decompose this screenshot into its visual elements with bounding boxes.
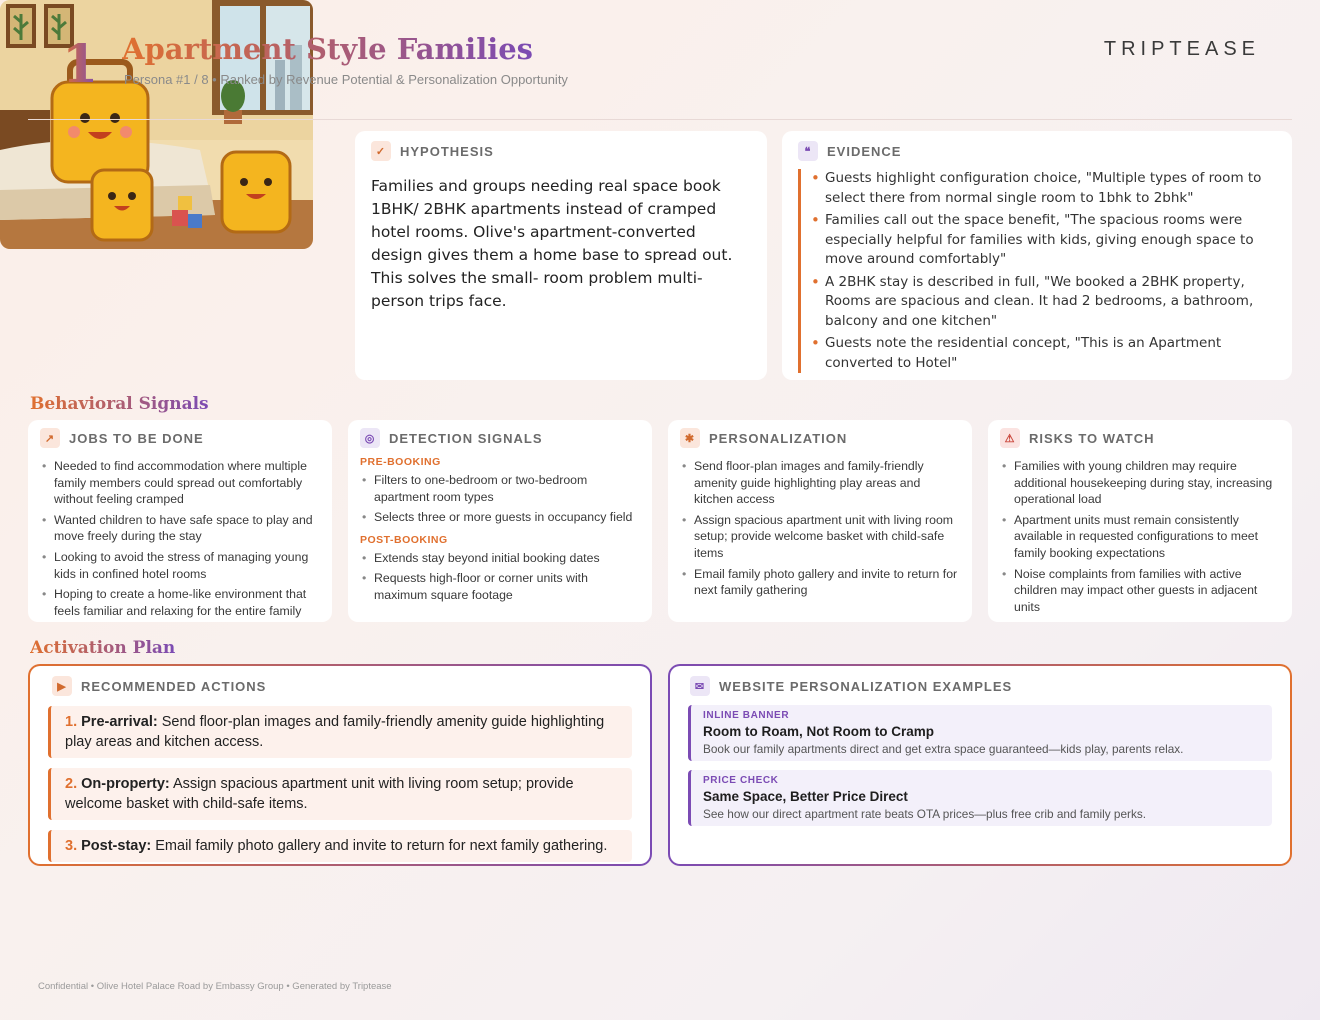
list-item: • Extends stay beyond initial booking dates — [360, 550, 640, 567]
example-banner — [688, 705, 1272, 761]
website-heading: WEBSITE PERSONALIZATION EXAMPLES — [719, 678, 1013, 694]
mail-icon: ✉ — [690, 676, 710, 696]
pre-booking-label: PRE-BOOKING — [360, 456, 441, 468]
brand-logo: TRIPTEASE — [1103, 38, 1260, 60]
list-item: • Wanted children to have safe space to play and move freely during the stay — [40, 512, 320, 545]
page-title: Apartment Style Families — [122, 32, 534, 66]
play-icon: ▶ — [52, 676, 72, 696]
personalization-card — [668, 420, 972, 622]
detection-card — [348, 420, 652, 622]
hypothesis-text: Families and groups needing real space book 1BHK/ 2BHK apartments instead of cramped hotel rooms. Olive's apartment-converted design gives them a home base to spread out. This solves the small- room problem multi-person trips face. — [371, 177, 733, 310]
arrow-up-right-icon: ↗ — [40, 428, 60, 448]
action-label: Pre-arrival: — [81, 714, 158, 730]
list-item: • Needed to find accommodation where multiple family members could spread out comfortably without feeling cramped — [40, 458, 320, 508]
persona-number: 1 — [62, 34, 99, 95]
page-header — [28, 28, 1292, 120]
actions-heading: RECOMMENDED ACTIONS — [81, 678, 267, 694]
action-number: 2. — [65, 776, 78, 792]
evidence-heading: EVIDENCE — [827, 143, 902, 159]
list-item: • Assign spacious apartment unit with living room setup; provide welcome basket with child-safe items — [680, 512, 960, 562]
evidence-item: • A 2BHK stay is described in full, "We booked a 2BHK property, Rooms are spacious and clean. It had 2 bedrooms, a bathroom, balcony and one kitchen" — [815, 273, 1276, 332]
action-item — [48, 830, 632, 862]
list-item: • Selects three or more guests in occupancy field — [360, 509, 640, 526]
evidence-list — [798, 169, 1276, 373]
action-text: Email family photo gallery and invite to return for next family gathering. — [151, 838, 608, 854]
behavioral-section-title: Behavioral Signals — [30, 394, 209, 414]
action-number: 1. — [65, 714, 78, 730]
example-body: Book our family apartments direct and get extra space guaranteed—kids play, parents relax. — [703, 742, 1184, 756]
risks-card — [988, 420, 1292, 622]
list-item: • Noise complaints from families with active children may impact other guests in adjacent units — [1000, 566, 1280, 616]
action-text: Assign spacious apartment unit with living room setup; provide welcome basket with child-safe items. — [65, 776, 574, 812]
hypothesis-card — [355, 131, 767, 380]
action-label: Post-stay: — [81, 838, 152, 854]
action-text: Send floor-plan images and family-friendly amenity guide highlighting play areas and kitchen access. — [65, 714, 605, 750]
example-title: Same Space, Better Price Direct — [703, 789, 908, 804]
example-tag: PRICE CHECK — [703, 775, 779, 786]
list-item: • Send floor-plan images and family-friendly amenity guide highlighting play areas and kitchen access — [680, 458, 960, 508]
action-number: 3. — [65, 838, 78, 854]
example-banner — [688, 770, 1272, 826]
action-item — [48, 706, 632, 758]
check-icon: ✓ — [371, 141, 391, 161]
activation-section-title: Activation Plan — [30, 638, 176, 658]
quote-icon: ❝ — [798, 141, 818, 161]
warning-icon: ⚠ — [1000, 428, 1020, 448]
evidence-item: • Guests note the residential concept, "This is an Apartment converted to Hotel" — [815, 334, 1276, 373]
target-icon: ◎ — [360, 428, 380, 448]
list-item: • Looking to avoid the stress of managing young kids in confined hotel rooms — [40, 549, 320, 582]
jobs-card — [28, 420, 332, 622]
page-footer: Confidential • Olive Hotel Palace Road by Embassy Group • Generated by Triptease — [38, 981, 392, 992]
post-booking-label: POST-BOOKING — [360, 533, 448, 546]
page-subtitle: Persona #1 / 8 • Ranked by Revenue Potential & Personalization Opportunity — [124, 72, 568, 87]
asterisk-icon: ✱ — [680, 428, 700, 448]
action-item — [48, 768, 632, 820]
list-item: • Hoping to create a home-like environment that feels familiar and relaxing for the entire family — [40, 586, 320, 619]
list-item: • Requests high-floor or corner units with maximum square footage — [360, 570, 640, 603]
list-item: • Filters to one-bedroom or two-bedroom apartment room types — [360, 472, 640, 505]
list-item: • Families with young children may require additional housekeeping during stay, increasing operational load — [1000, 458, 1280, 508]
detection-heading: DETECTION SIGNALS — [389, 430, 543, 446]
evidence-card — [782, 131, 1292, 380]
website-examples-card — [668, 664, 1292, 866]
recommended-actions-card — [28, 664, 652, 866]
jobs-heading: JOBS TO BE DONE — [69, 430, 204, 446]
action-label: On-property: — [81, 776, 170, 792]
list-item: • Email family photo gallery and invite to return for next family gathering — [680, 566, 960, 599]
evidence-item: • Families call out the space benefit, "The spacious rooms were especially helpful for families with kids, giving enough space to move around comfortably" — [815, 211, 1276, 270]
example-tag: INLINE BANNER — [703, 710, 790, 721]
hypothesis-heading: HYPOTHESIS — [400, 143, 494, 159]
evidence-item: • Guests highlight configuration choice, "Multiple types of room to select there from normal single room to 1bhk to 2bhk" — [815, 169, 1276, 208]
personalization-heading: PERSONALIZATION — [709, 430, 848, 446]
example-title: Room to Roam, Not Room to Cramp — [703, 724, 934, 739]
risks-heading: RISKS TO WATCH — [1029, 430, 1155, 446]
list-item: • Apartment units must remain consistently available in requested configurations to meet family booking expectations — [1000, 512, 1280, 562]
example-body: See how our direct apartment rate beats OTA prices—plus free crib and family perks. — [703, 807, 1147, 821]
